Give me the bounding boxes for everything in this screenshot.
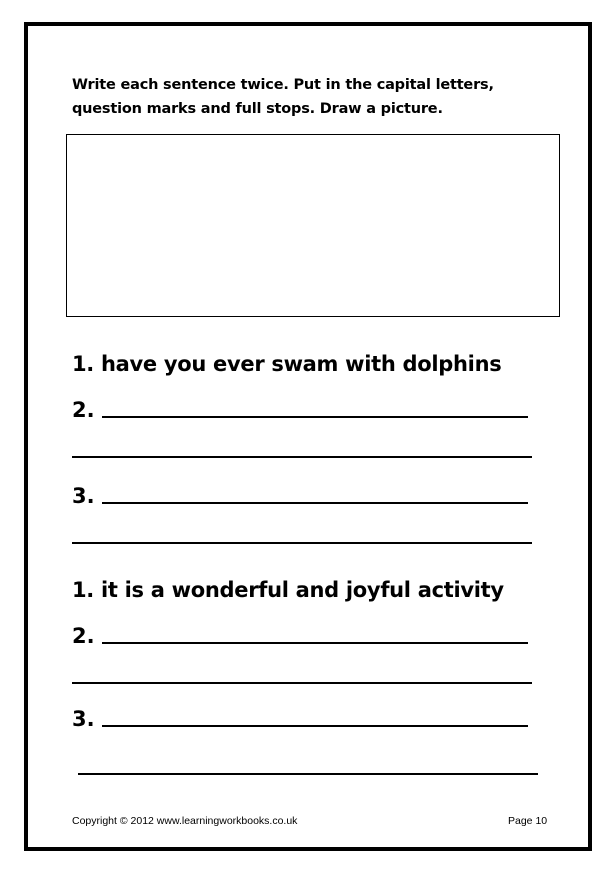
line-number: 3.: [72, 484, 95, 508]
exercise-1-line-2-continued[interactable]: [72, 434, 534, 464]
exercise-1-sentence: 1. have you ever swam with dolphins: [72, 352, 502, 376]
writing-rule: [102, 502, 528, 504]
writing-rule: [102, 725, 528, 727]
picture-drawing-box[interactable]: [66, 134, 560, 317]
writing-rule: [102, 416, 528, 418]
exercise-1-line-3-continued[interactable]: [72, 520, 534, 550]
exercise-2-sentence: 1. it is a wonderful and joyful activity: [72, 578, 504, 602]
writing-rule: [78, 773, 538, 775]
writing-rule: [72, 456, 532, 458]
exercise-2-line-2[interactable]: [72, 620, 532, 650]
footer-copyright: Copyright © 2012 www.learningworkbooks.co.uk: [72, 815, 298, 827]
line-number: 3.: [72, 707, 95, 731]
line-number: 2.: [72, 624, 95, 648]
writing-rule: [72, 682, 532, 684]
footer-page-number: Page 10: [508, 815, 548, 827]
exercise-2-line-2-continued[interactable]: [72, 660, 534, 690]
instructions-text: Write each sentence twice. Put in the capital letters, question marks and full stops. Draw a picture.: [72, 77, 494, 117]
exercise-2-line-3[interactable]: [72, 703, 532, 733]
writing-rule: [72, 542, 532, 544]
exercise-1-line-2[interactable]: [72, 394, 532, 424]
exercise-1-line-3[interactable]: [72, 480, 532, 510]
line-number: 2.: [72, 398, 95, 422]
writing-rule: [102, 642, 528, 644]
exercise-2-line-3-continued[interactable]: [78, 751, 540, 781]
